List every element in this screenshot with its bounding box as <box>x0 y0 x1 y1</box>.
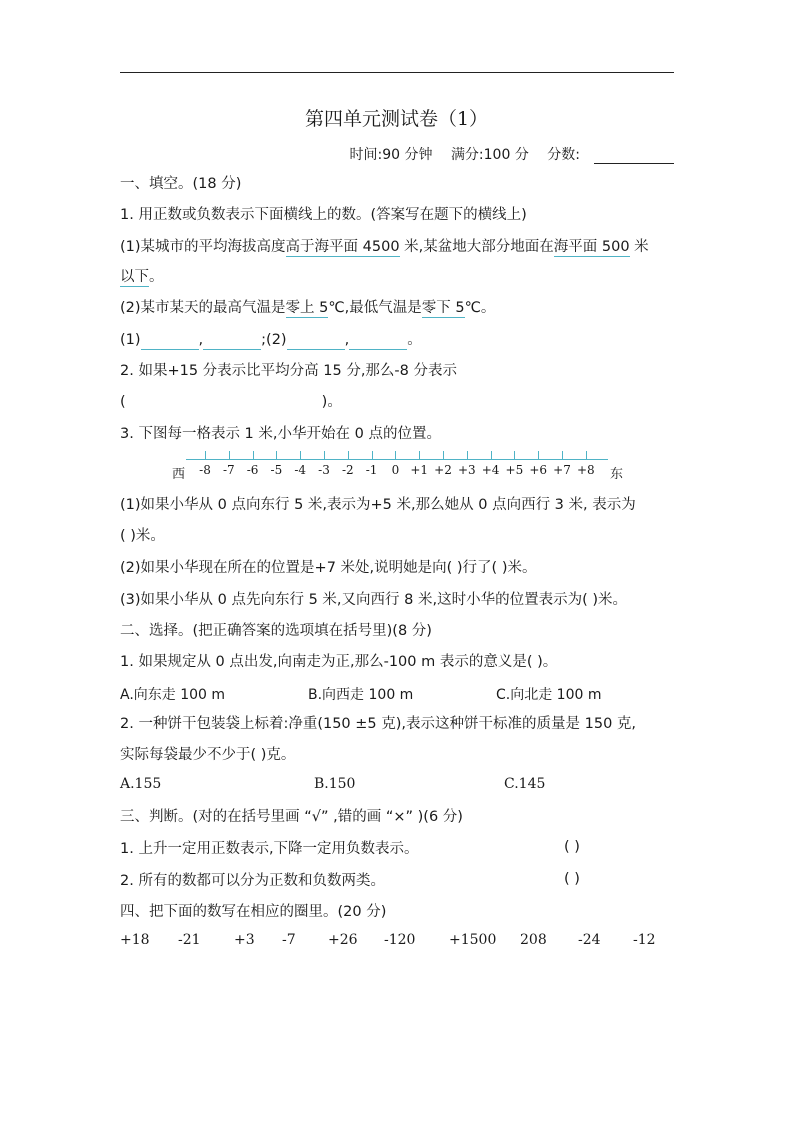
s2-q1-option-c[interactable]: C.向北走 100 m <box>496 687 602 703</box>
number-line-label: -2 <box>341 463 354 477</box>
sep: ;(2) <box>261 332 287 348</box>
number-line-label: -1 <box>365 463 378 477</box>
q3-stem: 3. 下图每一格表示 1 米,小华开始在 0 点的位置。 <box>120 426 441 442</box>
s2-q1-stem: 1. 如果规定从 0 点出发,向南走为正,那么-100 m 表示的意义是( )。 <box>120 654 558 670</box>
number-line-tick <box>491 451 492 459</box>
number-line-tick <box>372 451 373 459</box>
number-item: +18 <box>120 932 150 948</box>
number-line-label: +5 <box>505 463 524 477</box>
q2-answer <box>120 392 342 412</box>
time-label: 时间:90 分钟 <box>349 147 433 163</box>
text: 米 <box>629 239 649 255</box>
number-line-tick <box>562 451 563 459</box>
s3-item-2-answer[interactable]: ( ) <box>564 871 580 887</box>
number-line-tick <box>514 451 515 459</box>
number-item: -7 <box>282 932 296 948</box>
number-line-label: +4 <box>481 463 500 477</box>
answer-blank-1b[interactable] <box>203 333 261 350</box>
number-line-label: -6 <box>246 463 259 477</box>
number-line-tick <box>229 451 230 459</box>
number-line-label: -5 <box>270 463 283 477</box>
underlined-phrase: 零上 5 <box>285 300 329 316</box>
number-item: -120 <box>384 932 416 948</box>
number-line-label: +8 <box>576 463 595 477</box>
answer-blank-1a[interactable] <box>141 333 199 350</box>
paren-close: )。 <box>321 394 342 410</box>
q1-part2 <box>120 298 495 318</box>
number-item: -24 <box>578 932 601 948</box>
q2-stem: 2. 如果+15 分表示比平均分高 15 分,那么-8 分表示 <box>120 363 457 379</box>
paren-open: ( <box>120 394 126 410</box>
q1-part1 <box>120 237 649 257</box>
section3-heading: 三、判断。(对的在括号里画 “√” ,错的画 “×” )(6 分) <box>120 809 463 825</box>
text: (1)某城市的平均海拔高度 <box>120 239 286 255</box>
answer-blank-2a[interactable] <box>287 333 345 350</box>
score-field[interactable] <box>594 149 674 164</box>
section2-heading: 二、选择。(把正确答案的选项填在括号里)(8 分) <box>120 623 432 639</box>
number-item: 208 <box>520 932 547 948</box>
number-line-tick <box>348 451 349 459</box>
underlined-phrase: 零下 5 <box>421 300 465 316</box>
label: (1) <box>120 332 141 348</box>
number-line-tick <box>253 451 254 459</box>
section1-heading: 一、填空。(18 分) <box>120 176 242 192</box>
number-item: -12 <box>633 932 656 948</box>
q3-part3: (3)如果小华从 0 点先向东行 5 米,又向西行 8 米,这时小华的位置表示为( )米。 <box>120 592 628 608</box>
number-line-label: +3 <box>457 463 476 477</box>
text: ℃,最低气温是 <box>328 300 422 316</box>
full-score-label: 满分:100 分 <box>450 147 529 163</box>
number-line-tick <box>586 451 587 459</box>
q1-stem: 1. 用正数或负数表示下面横线上的数。(答案写在题下的横线上) <box>120 207 527 223</box>
q3-part1-cont: ( )米。 <box>120 528 165 544</box>
number-line-tick <box>538 451 539 459</box>
underlined-phrase: 海平面 500 <box>553 239 630 255</box>
header-rule <box>120 72 674 73</box>
score-label: 分数: <box>547 147 580 163</box>
number-line-label: +1 <box>410 463 429 477</box>
s3-item-1: 1. 上升一定用正数表示,下降一定用负数表示。 <box>120 841 419 857</box>
text: (2)某市某天的最高气温是 <box>120 300 286 316</box>
number-line-tick <box>419 451 420 459</box>
sep: , <box>198 332 204 348</box>
s2-q2-option-b[interactable]: B.150 <box>314 776 356 792</box>
s2-q2-option-c[interactable]: C.145 <box>504 776 546 792</box>
underlined-phrase: 高于海平面 4500 <box>285 239 400 255</box>
s3-item-2: 2. 所有的数都可以分为正数和负数两类。 <box>120 873 385 889</box>
number-line-axis <box>186 459 608 460</box>
sep: , <box>344 332 350 348</box>
number-line-tick <box>205 451 206 459</box>
number-line <box>172 450 622 480</box>
exam-meta <box>336 144 675 164</box>
east-label: 东 <box>610 467 624 482</box>
number-line-label: +6 <box>529 463 548 477</box>
number-line-label: -8 <box>199 463 211 477</box>
number-line-label: 0 <box>391 463 400 477</box>
number-line-tick <box>324 451 325 459</box>
page-title: 第四单元测试卷（1） <box>304 108 489 130</box>
number-line-tick <box>443 451 444 459</box>
number-line-tick <box>467 451 468 459</box>
number-item: +3 <box>234 932 255 948</box>
number-line-label: -4 <box>294 463 307 477</box>
number-line-tick <box>395 451 396 459</box>
answer-blank-2b[interactable] <box>349 333 407 350</box>
number-item: +26 <box>328 932 358 948</box>
q1-part1-cont <box>120 267 164 287</box>
text: 。 <box>149 269 164 285</box>
q3-part1: (1)如果小华从 0 点向东行 5 米,表示为+5 米,那么她从 0 点向西行 3 米, 表示为 <box>120 497 636 513</box>
q1-answer-line <box>120 330 422 350</box>
number-line-label: -3 <box>318 463 330 477</box>
s3-item-1-answer[interactable]: ( ) <box>564 839 580 855</box>
text: 米,某盆地大部分地面在 <box>399 239 554 255</box>
s2-q2-stem-cont: 实际每袋最少不少于( )克。 <box>120 747 296 763</box>
s2-q2-option-a[interactable]: A.155 <box>120 776 162 792</box>
number-line-label: +7 <box>553 463 571 477</box>
number-item: -21 <box>178 932 201 948</box>
number-item: +1500 <box>449 932 497 948</box>
west-label: 西 <box>172 467 186 482</box>
number-line-label: +2 <box>434 463 452 477</box>
number-line-tick <box>276 451 277 459</box>
number-line-label: -7 <box>222 463 235 477</box>
s2-q1-option-a[interactable]: A.向东走 100 m <box>120 687 226 703</box>
underlined-phrase: 以下 <box>120 269 149 285</box>
sep: 。 <box>407 332 422 348</box>
s2-q1-option-b[interactable]: B.向西走 100 m <box>308 687 414 703</box>
section4-heading: 四、把下面的数写在相应的圈里。(20 分) <box>120 904 387 920</box>
q3-part2: (2)如果小华现在所在的位置是+7 米处,说明她是向( )行了( )米。 <box>120 560 537 576</box>
text: ℃。 <box>464 300 496 316</box>
s2-q2-stem: 2. 一种饼干包装袋上标着:净重(150 ±5 克),表示这种饼干标准的质量是 150 克, <box>120 716 637 732</box>
number-line-tick <box>300 451 301 459</box>
